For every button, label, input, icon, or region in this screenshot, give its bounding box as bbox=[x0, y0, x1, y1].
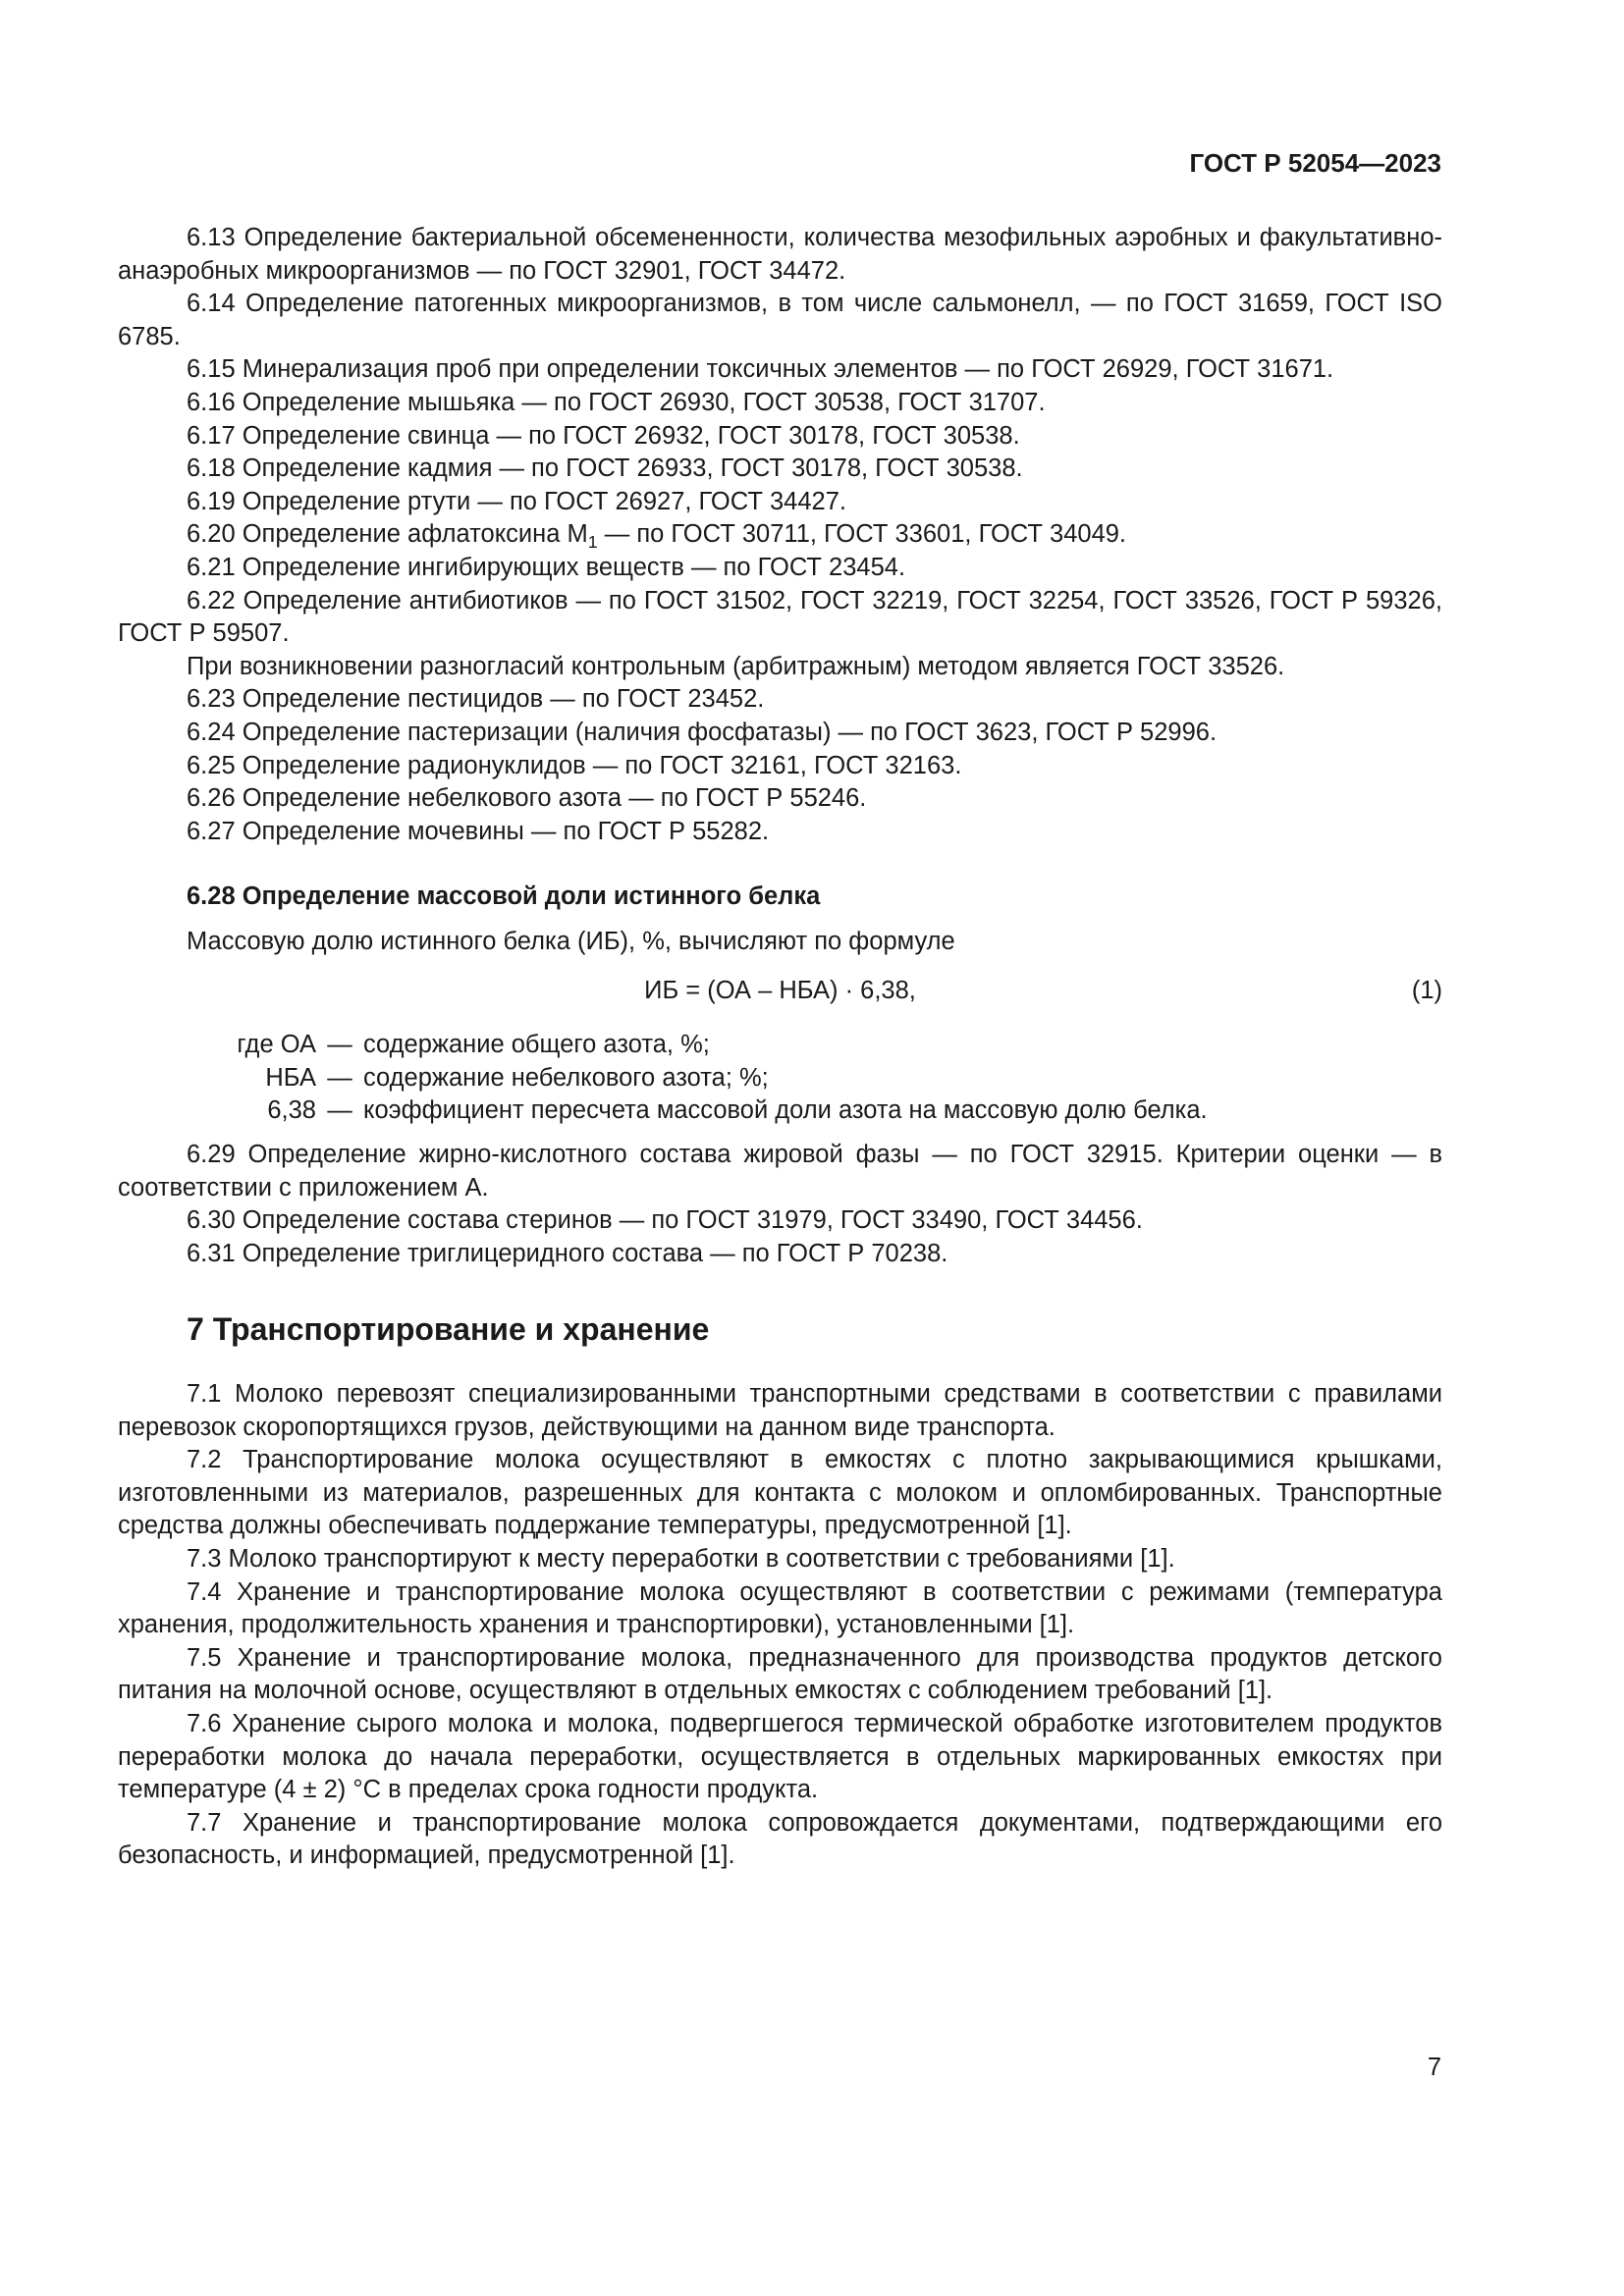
methods-list-bottom bbox=[118, 1139, 1442, 1270]
aflatoxin-suffix: — по ГОСТ 30711, ГОСТ 33601, ГОСТ 34049. bbox=[597, 520, 1127, 549]
paragraph-7-7: 7.7 Хранение и транспортирование молока сопровождается документами, подтверждающими его безопасность, и информацией, предусмотренной [1]. bbox=[118, 1808, 1442, 1870]
definition-term: где ОА bbox=[237, 1031, 316, 1058]
paragraph-6-17: 6.17 Определение свинца — по ГОСТ 26932, ГОСТ 30178, ГОСТ 30538. bbox=[187, 421, 1020, 450]
definition-row bbox=[118, 1062, 1442, 1095]
paragraph-6-19: 6.19 Определение ртути — по ГОСТ 26927, ГОСТ 34427. bbox=[187, 487, 846, 515]
paragraph-7-6: 7.6 Хранение сырого молока и молока, подвергшегося термической обработке изготовителем продуктов переработки молока до начала переработки, осуществляется в отдельных маркированных емкостях при температуре (4 ± 2) °С в пределах срока годности продукта. bbox=[118, 1709, 1442, 1804]
formula-number: (1) bbox=[1411, 977, 1442, 1004]
paragraph-6-14: 6.14 Определение патогенных микроорганизмов, в том числе сальмонелл, — по ГОСТ 31659, ГОСТ ISO 6785. bbox=[118, 290, 1442, 350]
paragraph-7-3: 7.3 Молоко транспортируют к месту переработки в соответствии с требованиями [1]. bbox=[187, 1544, 1175, 1573]
formula-definitions bbox=[118, 1029, 1442, 1128]
subsection-heading-6-28: 6.28 Определение массовой доли истинного белка bbox=[187, 882, 821, 910]
formula-expression: ИБ = (ОА – НБА) · 6,38, bbox=[644, 977, 916, 1004]
definition-dash: — bbox=[327, 1031, 352, 1058]
paragraph-6-29: 6.29 Определение жирно-кислотного состава жировой фазы — по ГОСТ 32915. Критерии оценки — в соответствии с приложением А. bbox=[118, 1141, 1442, 1201]
section-7-body bbox=[118, 1378, 1442, 1873]
paragraph-6-26: 6.26 Определение небелкового азота — по ГОСТ Р 55246. bbox=[187, 784, 867, 813]
definition-term: НБА bbox=[265, 1063, 316, 1092]
definition-text: содержание общего азота, %; bbox=[363, 1031, 710, 1058]
section-7-title: 7 Транспортирование и хранение bbox=[187, 1311, 710, 1347]
paragraph-6-13: 6.13 Определение бактериальной обсемененности, количества мезофильных аэробных и факультативно-анаэробных микроорганизмов — по ГОСТ 32901, ГОСТ 34472. bbox=[118, 224, 1442, 285]
definition-text: коэффициент пересчета массовой доли азота на массовую долю белка. bbox=[363, 1096, 1208, 1125]
aflatoxin-subscript: 1 bbox=[587, 532, 598, 553]
definition-dash: — bbox=[327, 1063, 352, 1092]
formula-1 bbox=[118, 975, 1442, 1008]
paragraph-7-2: 7.2 Транспортирование молока осуществляют в емкостях с плотно закрывающимися крышками, изготовленными из материалов, разрешенных для контакта с молоком и опломбированных. Транспортные средства должны обеспечивать поддержание температуры, предусмотренной [1]. bbox=[118, 1446, 1442, 1540]
definition-row bbox=[118, 1029, 1442, 1062]
definition-dash: — bbox=[327, 1096, 352, 1125]
paragraph-arbitration: При возникновении разногласий контрольным (арбитражным) методом является ГОСТ 33526. bbox=[187, 652, 1285, 680]
paragraph-6-21: 6.21 Определение ингибирующих веществ — по ГОСТ 23454. bbox=[187, 553, 906, 581]
paragraph-6-23: 6.23 Определение пестицидов — по ГОСТ 23452. bbox=[187, 685, 765, 714]
paragraph-6-22: 6.22 Определение антибиотиков — по ГОСТ 31502, ГОСТ 32219, ГОСТ 32254, ГОСТ 33526, ГОСТ Р 59326, ГОСТ Р 59507. bbox=[118, 586, 1442, 648]
methods-list-top bbox=[118, 222, 1442, 848]
paragraph-6-20 bbox=[118, 518, 1442, 552]
document-code-header: ГОСТ Р 52054—2023 bbox=[1189, 148, 1441, 178]
paragraph-6-25: 6.25 Определение радионуклидов — по ГОСТ 32161, ГОСТ 32163. bbox=[187, 751, 962, 779]
formula-intro: Массовую долю истинного белка (ИБ), %, вычисляют по формуле bbox=[187, 928, 955, 955]
definition-text: содержание небелкового азота; %; bbox=[363, 1063, 769, 1092]
paragraph-7-4: 7.4 Хранение и транспортирование молока осуществляют в соответствии с режимами (температура хранения, продолжительность хранения и транспортировки), установленными [1]. bbox=[118, 1577, 1442, 1639]
paragraph-6-31: 6.31 Определение триглицеридного состава — по ГОСТ Р 70238. bbox=[187, 1239, 948, 1267]
paragraph-6-18: 6.18 Определение кадмия — по ГОСТ 26933, ГОСТ 30178, ГОСТ 30538. bbox=[187, 454, 1023, 483]
paragraph-6-16: 6.16 Определение мышьяка — по ГОСТ 26930, ГОСТ 30538, ГОСТ 31707. bbox=[187, 388, 1046, 416]
paragraph-6-27: 6.27 Определение мочевины — по ГОСТ Р 55282. bbox=[187, 817, 770, 845]
aflatoxin-prefix: 6.20 Определение афлатоксина М bbox=[187, 520, 588, 549]
paragraph-7-1: 7.1 Молоко перевозят специализированными транспортными средствами в соответствии с правилами перевозок скоропортящихся грузов, действующими на данном виде транспорта. bbox=[118, 1380, 1442, 1441]
definition-term: 6,38 bbox=[267, 1096, 316, 1125]
paragraph-7-5: 7.5 Хранение и транспортирование молока, предназначенного для производства продуктов детского питания на молочной основе, осуществляют в отдельных емкостях с соблюдением требований [1]. bbox=[118, 1643, 1442, 1705]
page-number: 7 bbox=[1427, 2054, 1441, 2081]
paragraph-6-15: 6.15 Минерализация проб при определении токсичных элементов — по ГОСТ 26929, ГОСТ 31671. bbox=[187, 355, 1334, 384]
paragraph-6-30: 6.30 Определение состава стеринов — по ГОСТ 31979, ГОСТ 33490, ГОСТ 34456. bbox=[187, 1206, 1143, 1235]
definition-row bbox=[118, 1095, 1442, 1128]
paragraph-6-24: 6.24 Определение пастеризации (наличия фосфатазы) — по ГОСТ 3623, ГОСТ Р 52996. bbox=[187, 718, 1218, 746]
